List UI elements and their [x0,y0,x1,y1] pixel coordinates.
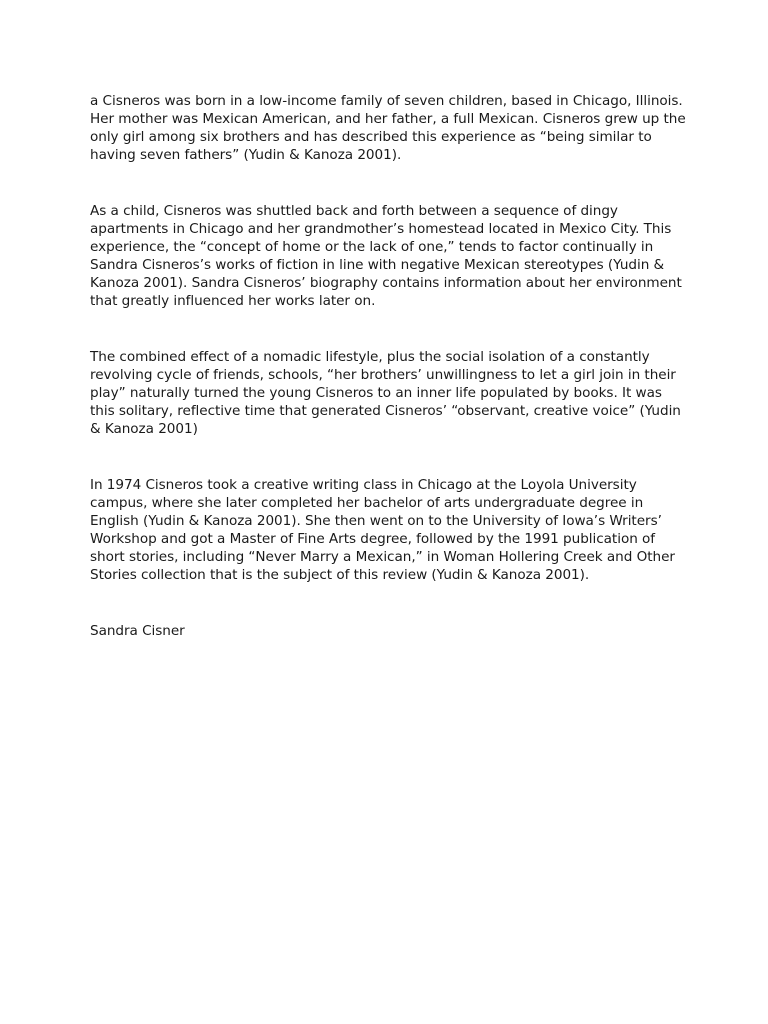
document-body [90,92,688,640]
paragraph-3: The combined effect of a nomadic lifestyle, plus the social isolation of a constantly revolving cycle of friends, schools, “her brothers’ unwillingness to let a girl join in their play” naturally turned the young Cisneros to an inner life populated by books. It was this solitary, reflective time that generated Cisneros’ “observant, creative voice” (Yudin & Kanoza 2001) [90,349,681,437]
paragraph-1: a Cisneros was born in a low-income family of seven children, based in Chicago, Illinois. Her mother was Mexican American, and her father, a full Mexican. Cisneros grew up the only girl among six brothers and has described this experience as “being similar to having seven fathers” (Yudin & Kanoza 2001). [90,93,686,163]
paragraph-4: In 1974 Cisneros took a creative writing class in Chicago at the Loyola University campus, where she later completed her bachelor of arts undergraduate degree in English (Yudin & Kanoza 2001). She then went on to the University of Iowa’s Writers’ Workshop and got a Master of Fine Arts degree, followed by the 1991 publication of short stories, including “Never Marry a Mexican,” in Woman Hollering Creek and Other Stories collection that is the subject of this review (Yudin & Kanoza 2001). [90,477,675,583]
paragraph-5-truncated: Sandra Cisner [90,623,185,639]
paragraph-2: As a child, Cisneros was shuttled back and forth between a sequence of dingy apartments in Chicago and her grandmother’s homestead located in Mexico City. This experience, the “concept of home or the lack of one,” tends to factor continually in Sandra Cisneros’s works of fiction in line with negative Mexican stereotypes (Yudin & Kanoza 2001). Sandra Cisneros’ biography contains information about her environment that greatly influenced her works later on. [90,203,682,309]
